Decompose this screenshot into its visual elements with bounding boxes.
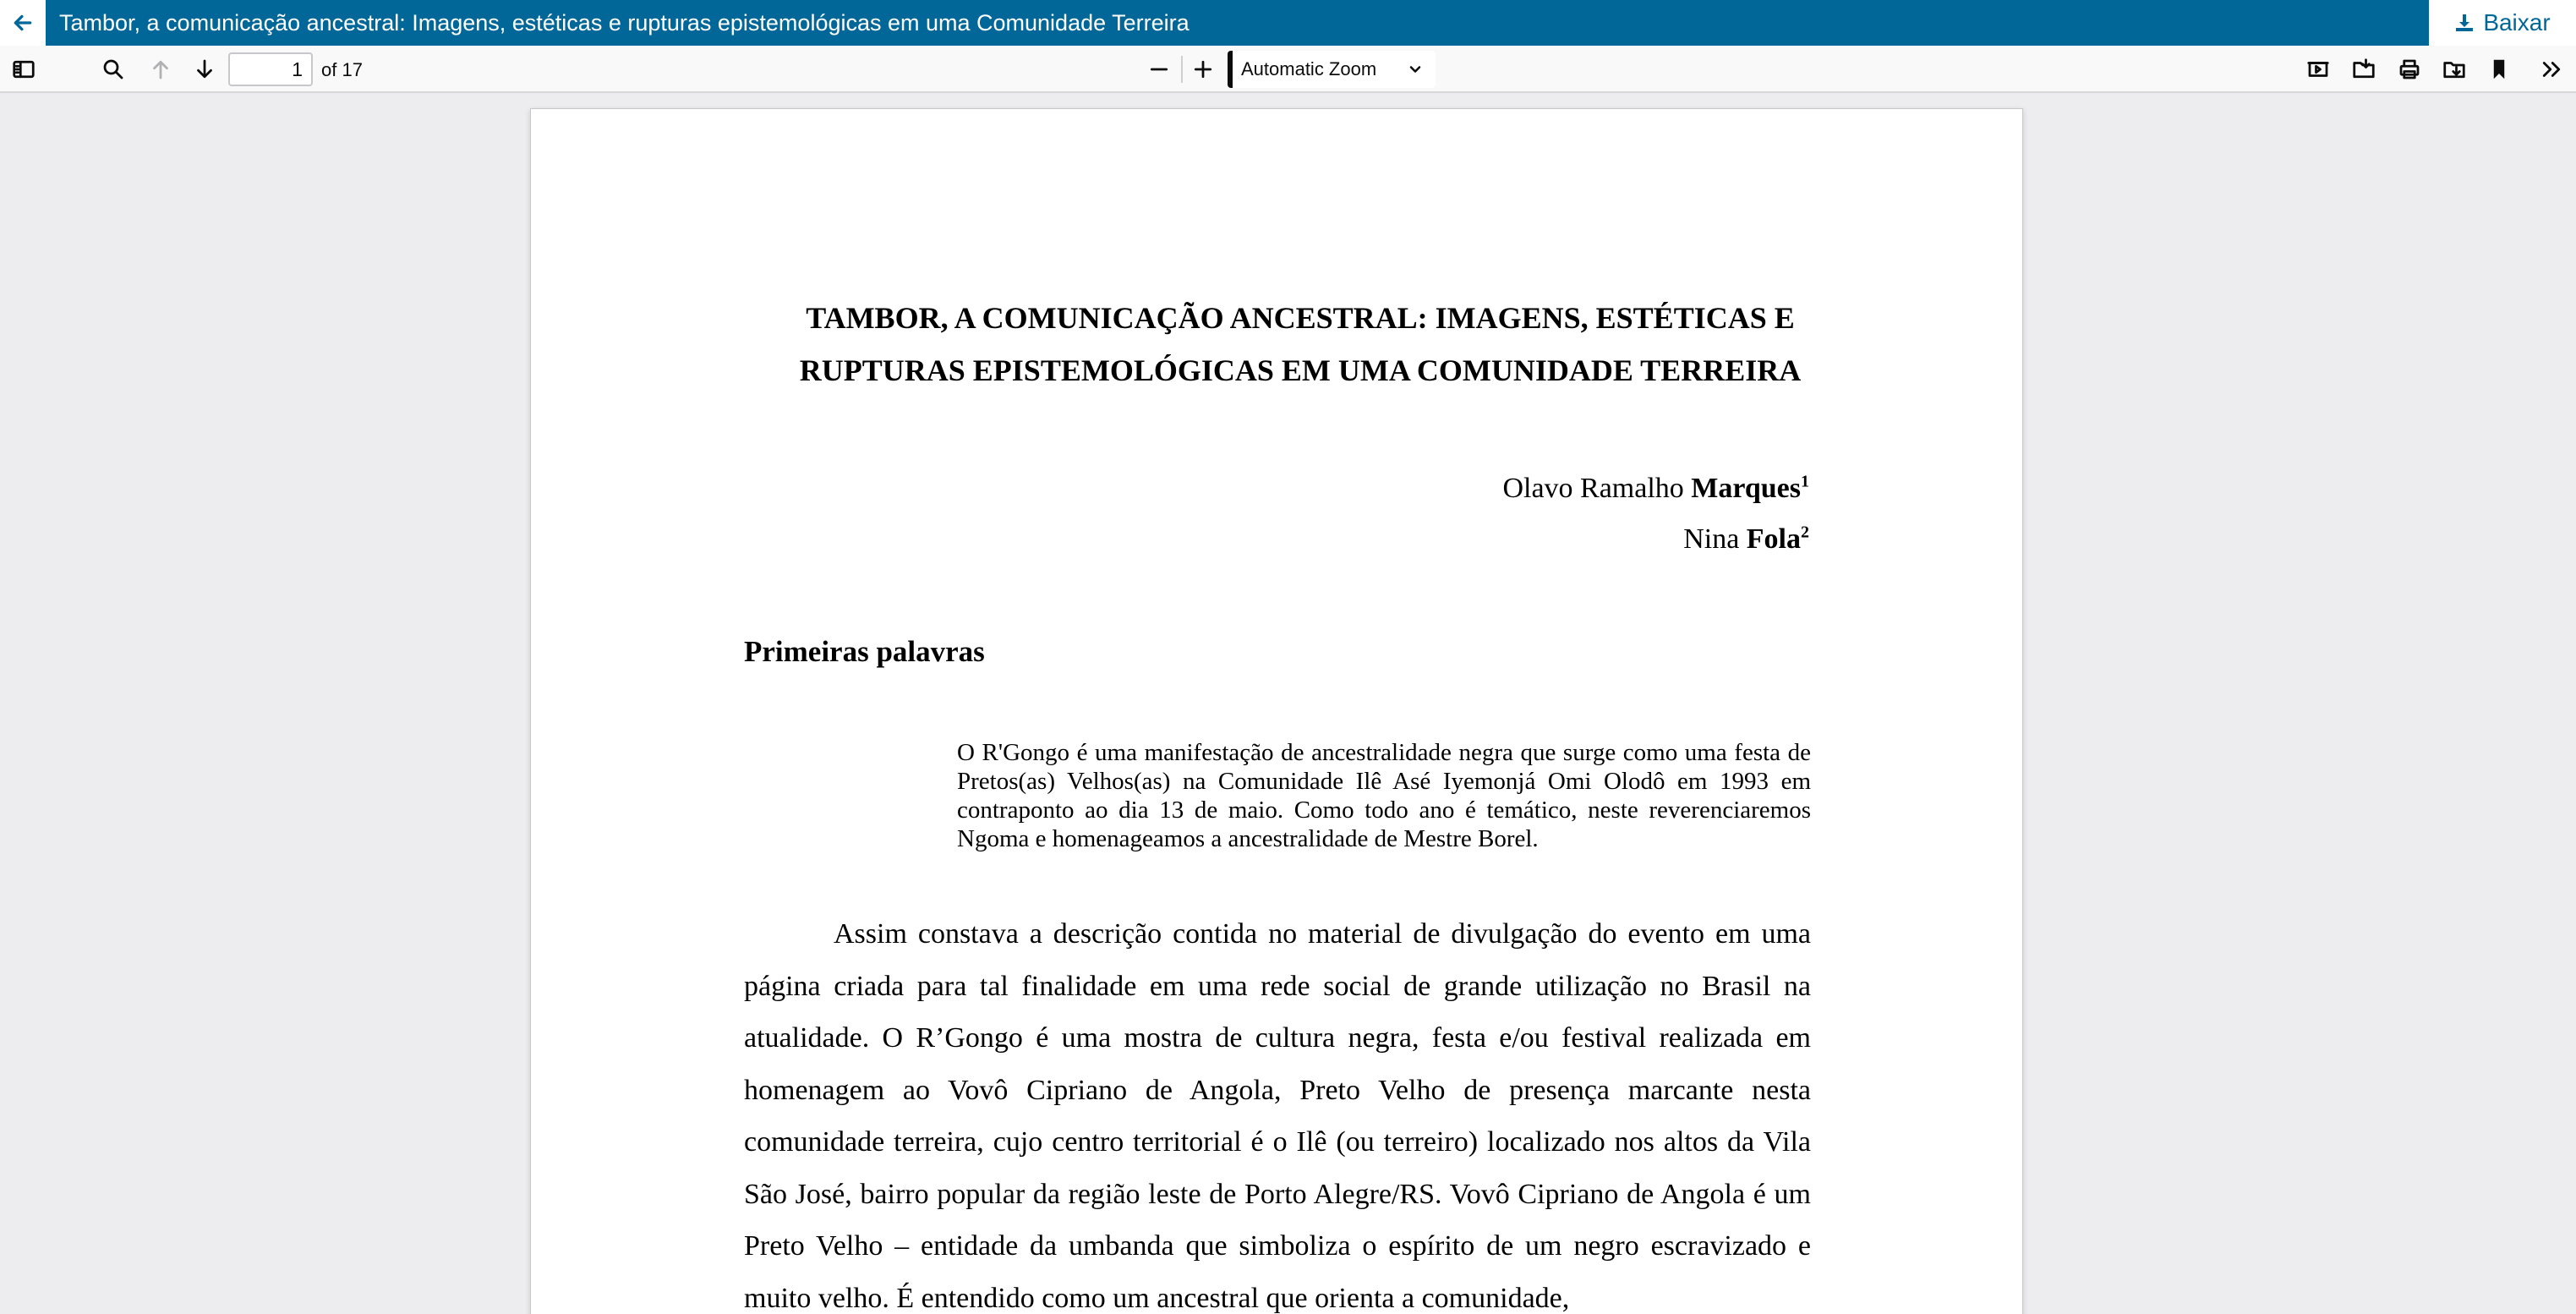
bookmark-button[interactable] <box>2482 52 2516 86</box>
presentation-icon <box>2305 57 2331 82</box>
open-file-button[interactable] <box>2347 52 2381 86</box>
double-chevron-right-icon <box>2539 57 2564 82</box>
author-1 <box>1502 473 1809 505</box>
download-label: Baixar <box>2483 9 2551 36</box>
presentation-mode-button[interactable] <box>2301 52 2335 86</box>
sidebar-icon <box>11 57 36 82</box>
minus-icon <box>1146 57 1172 82</box>
back-button[interactable] <box>0 0 46 46</box>
print-button[interactable] <box>2393 52 2426 86</box>
paper-title-line-2: RUPTURAS EPISTEMOLÓGICAS EM UMA COMUNIDADE TERREIRA <box>799 353 1802 387</box>
author-2 <box>1683 523 1809 556</box>
previous-page-button[interactable] <box>144 52 178 86</box>
next-page-button[interactable] <box>188 52 222 86</box>
block-quote: O R'Gongo é uma manifestação de ancestralidade negra que surge como uma festa de Pretos(as) Velhos(as) na Comunidade Ilê Asé Iyemonjá Omi Olodô em 1993 em contraponto ao dia 13 de maio. Como todo ano é temático, neste reverenciaremos Ngoma e homenageamos a ancestralidade de Mestre Borel. <box>957 739 1811 852</box>
pdf-page <box>530 108 2023 1314</box>
author-given-name: Nina <box>1683 523 1740 555</box>
author-given-name: Olavo Ramalho <box>1502 473 1684 504</box>
footnote-marker: 1 <box>1801 472 1809 491</box>
author-family-name: Fola <box>1746 523 1801 555</box>
footnote-marker: 2 <box>1801 523 1809 542</box>
zoom-in-button[interactable] <box>1186 52 1220 86</box>
plus-icon <box>1190 57 1216 82</box>
save-button[interactable] <box>2437 52 2471 86</box>
page-count: of 17 <box>321 59 363 80</box>
page-number-input[interactable] <box>228 52 313 86</box>
download-button[interactable] <box>2429 0 2576 46</box>
paper-title <box>700 292 1901 397</box>
arrow-up-icon <box>148 57 173 82</box>
zoom-out-button[interactable] <box>1142 52 1176 86</box>
toggle-sidebar-button[interactable] <box>7 52 41 86</box>
save-download-icon <box>2442 57 2467 82</box>
tools-menu-button[interactable] <box>2535 52 2568 86</box>
header-bar <box>0 0 2576 46</box>
bookmark-icon <box>2486 57 2512 82</box>
toolbar-separator <box>1181 56 1183 83</box>
find-button[interactable] <box>96 52 130 86</box>
document-viewer[interactable] <box>0 95 2576 1314</box>
printer-icon <box>2397 57 2422 82</box>
zoom-select[interactable] <box>1228 51 1436 88</box>
zoom-select-value: Automatic Zoom <box>1241 58 1377 79</box>
author-family-name: Marques <box>1691 473 1801 504</box>
search-icon <box>101 57 126 82</box>
arrow-left-icon <box>12 12 34 34</box>
pdf-toolbar <box>0 46 2576 93</box>
section-heading: Primeiras palavras <box>744 635 985 668</box>
open-file-icon <box>2351 57 2376 82</box>
paper-title-line-1: TAMBOR, A COMUNICAÇÃO ANCESTRAL: IMAGENS, ESTÉTICAS E <box>806 301 1795 335</box>
chevron-down-icon <box>1407 61 1424 78</box>
document-title: Tambor, a comunicação ancestral: Imagens, estéticas e rupturas epistemológicas em uma Comunidade Terreira <box>59 9 1190 36</box>
download-icon <box>2454 13 2475 33</box>
body-paragraph: Assim constava a descrição contida no material de divulgação do evento em uma página criada para tal finalidade em uma rede social de grande utilização no Brasil na atualidade. O R’Gongo é uma mostra de cultura negra, festa e/ou festival realizada em homenagem ao Vovô Cipriano de Angola, Preto Velho de presença marcante nesta comunidade terreira, cujo centro territorial é o Ilê (ou terreiro) localizado nos altos da Vila São José, bairro popular da região leste de Porto Alegre/RS. Vovô Cipriano de Angola é um Preto Velho – entidade da umbanda que simboliza o espírito de um negro escravizado e muito velho. É entendido como um ancestral que orienta a comunidade, <box>744 918 1811 1314</box>
arrow-down-icon <box>192 57 217 82</box>
